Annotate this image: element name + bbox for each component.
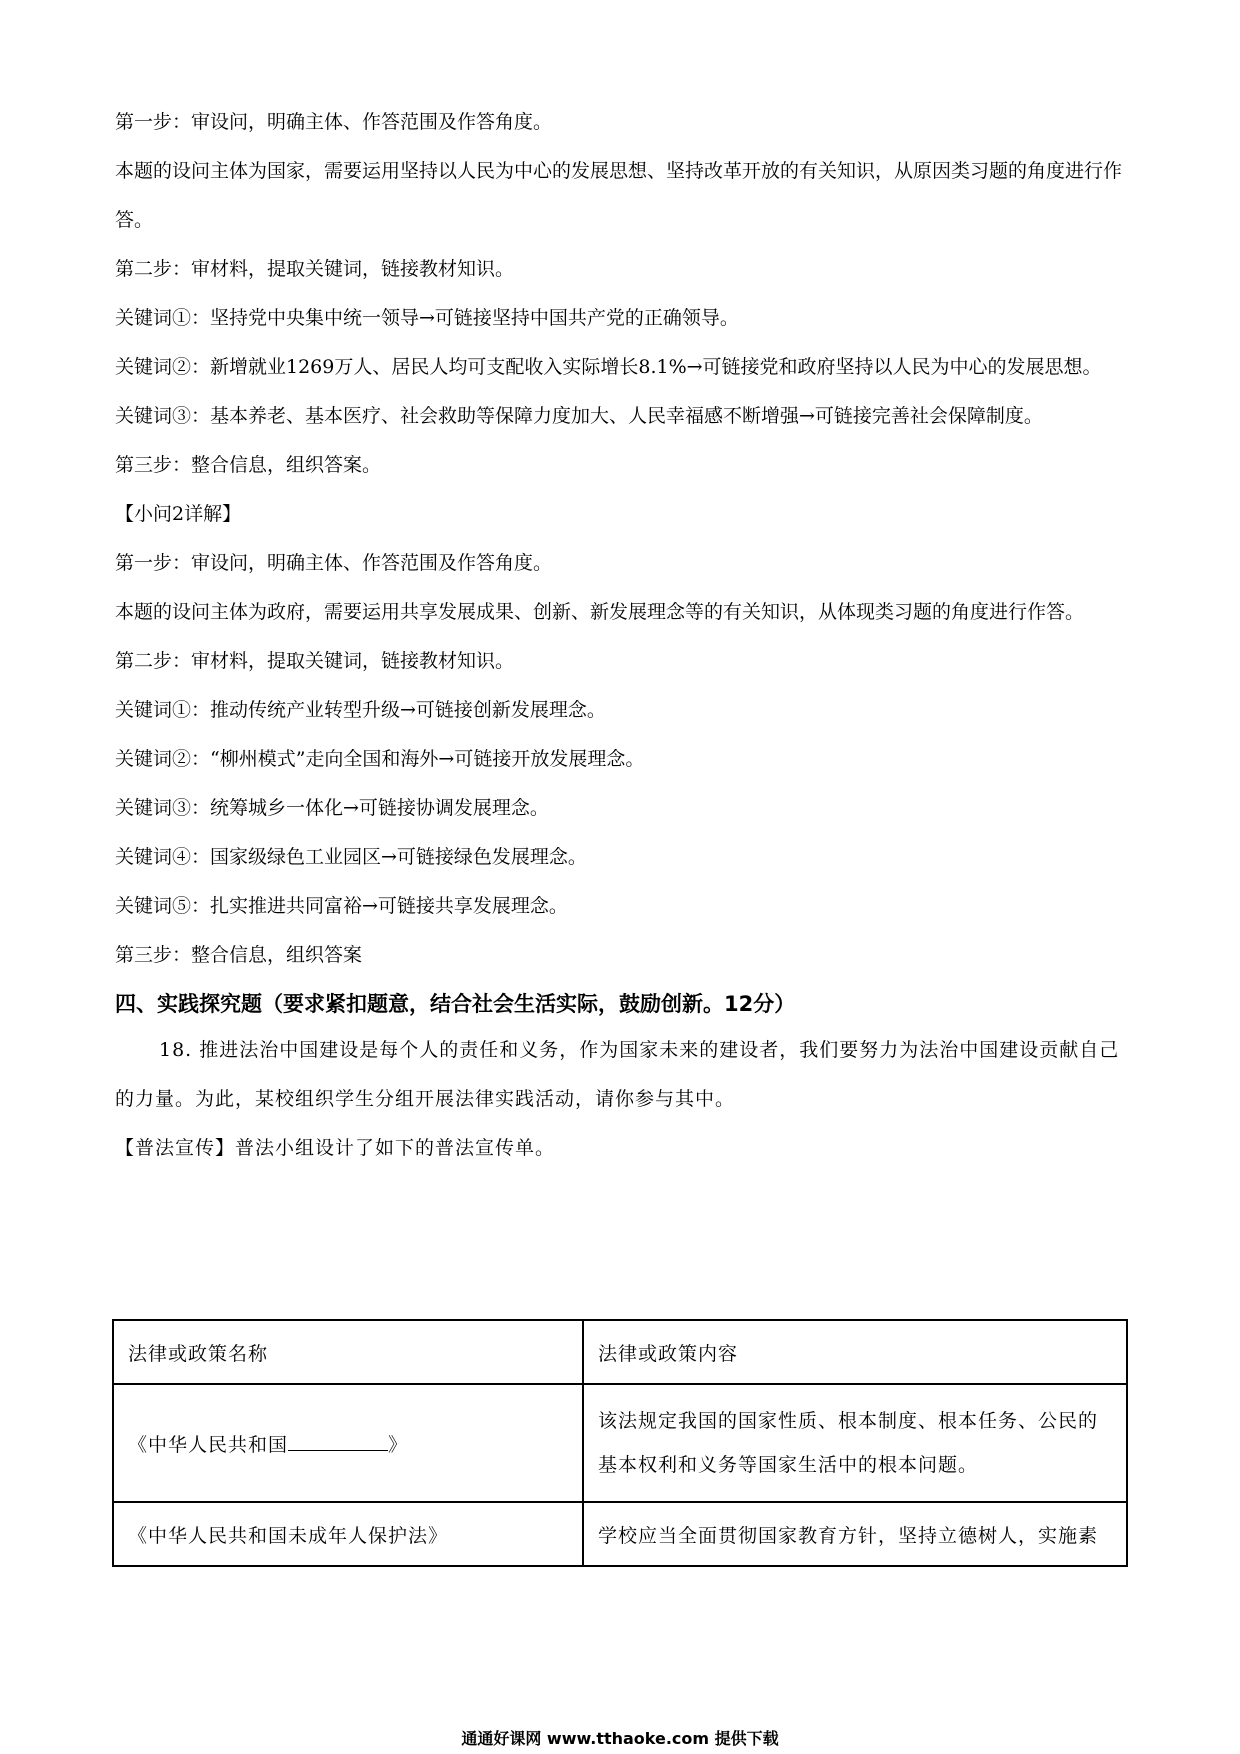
table-row <box>113 1384 1127 1502</box>
table-cell-law-content: 学校应当全面贯彻国家教育方针，坚持立德树人，实施素 <box>583 1502 1127 1566</box>
analysis1-subject: 本题的设问主体为国家，需要运用坚持以人民为中心的发展思想、坚持改革开放的有关知识，从原因类习题的角度进行作答。 <box>115 160 1123 231</box>
analysis2-title: 【小问2详解】 <box>115 503 242 525</box>
analysis1-step3: 第三步：整合信息，组织答案。 <box>115 454 382 476</box>
law-name-suffix: 》 <box>388 1433 409 1456</box>
analysis2-step1: 第一步：审设问，明确主体、作答范围及作答角度。 <box>115 552 553 574</box>
table-cell-law-name: 《中华人民共和国未成年人保护法》 <box>113 1502 583 1566</box>
document-body <box>115 98 1125 1173</box>
table-cell-law-content: 该法规定我国的国家性质、根本制度、根本任务、公民的基本权利和义务等国家生活中的根本问题。 <box>583 1384 1127 1502</box>
analysis2-keyword-5: 关键词⑤：扎实推进共同富裕→可链接共享发展理念。 <box>115 895 568 917</box>
table-header-name: 法律或政策名称 <box>113 1320 583 1384</box>
analysis1-keyword-2: 关键词②：新增就业1269万人、居民人均可支配收入实际增长8.1%→可链接党和政府坚持以人民为中心的发展思想。 <box>115 356 1102 378</box>
analysis1-step2: 第二步：审材料，提取关键词，链接教材知识。 <box>115 258 515 280</box>
page-footer: 通通好课网 www.tthaoke.com 提供下载 <box>461 1729 779 1748</box>
analysis2-keyword-1: 关键词①：推动传统产业转型升级→可链接创新发展理念。 <box>115 699 606 721</box>
analysis2-keyword-4: 关键词④：国家级绿色工业园区→可链接绿色发展理念。 <box>115 846 587 868</box>
analysis1-step1: 第一步：审设问，明确主体、作答范围及作答角度。 <box>115 111 553 133</box>
analysis2-subject: 本题的设问主体为政府，需要运用共享发展成果、创新、新发展理念等的有关知识，从体现类习题的角度进行作答。 <box>115 601 1085 623</box>
table-header-content: 法律或政策内容 <box>583 1320 1127 1384</box>
answer-blank[interactable] <box>288 1430 388 1451</box>
law-name-prefix: 《中华人民共和国 <box>128 1433 289 1456</box>
analysis1-keyword-1: 关键词①：坚持党中央集中统一领导→可链接坚持中国共产党的正确领导。 <box>115 307 739 329</box>
analysis1-keyword-3: 关键词③：基本养老、基本医疗、社会救助等保障力度加大、人民幸福感不断增强→可链接完善社会保障制度。 <box>115 405 1043 427</box>
table-row <box>113 1502 1127 1566</box>
table-intro: 【普法宣传】普法小组设计了如下的普法宣传单。 <box>115 1137 556 1159</box>
law-table <box>112 1319 1128 1567</box>
table-header-row <box>113 1320 1127 1384</box>
analysis2-keyword-3: 关键词③：统筹城乡一体化→可链接协调发展理念。 <box>115 797 549 819</box>
table-cell-law-name <box>113 1384 583 1502</box>
section-heading: 四、实践探究题（要求紧扣题意，结合社会生活实际，鼓励创新。12分） <box>115 992 796 1016</box>
question-18: 18. 推进法治中国建设是每个人的责任和义务，作为国家未来的建设者，我们要努力为法治中国建设贡献自己的力量。为此，某校组织学生分组开展法律实践活动，请你参与其中。 <box>115 1039 1120 1110</box>
analysis2-step3: 第三步：整合信息，组织答案 <box>115 944 363 966</box>
analysis2-keyword-2: 关键词②：“柳州模式”走向全国和海外→可链接开放发展理念。 <box>115 748 645 770</box>
analysis2-step2: 第二步：审材料，提取关键词，链接教材知识。 <box>115 650 515 672</box>
